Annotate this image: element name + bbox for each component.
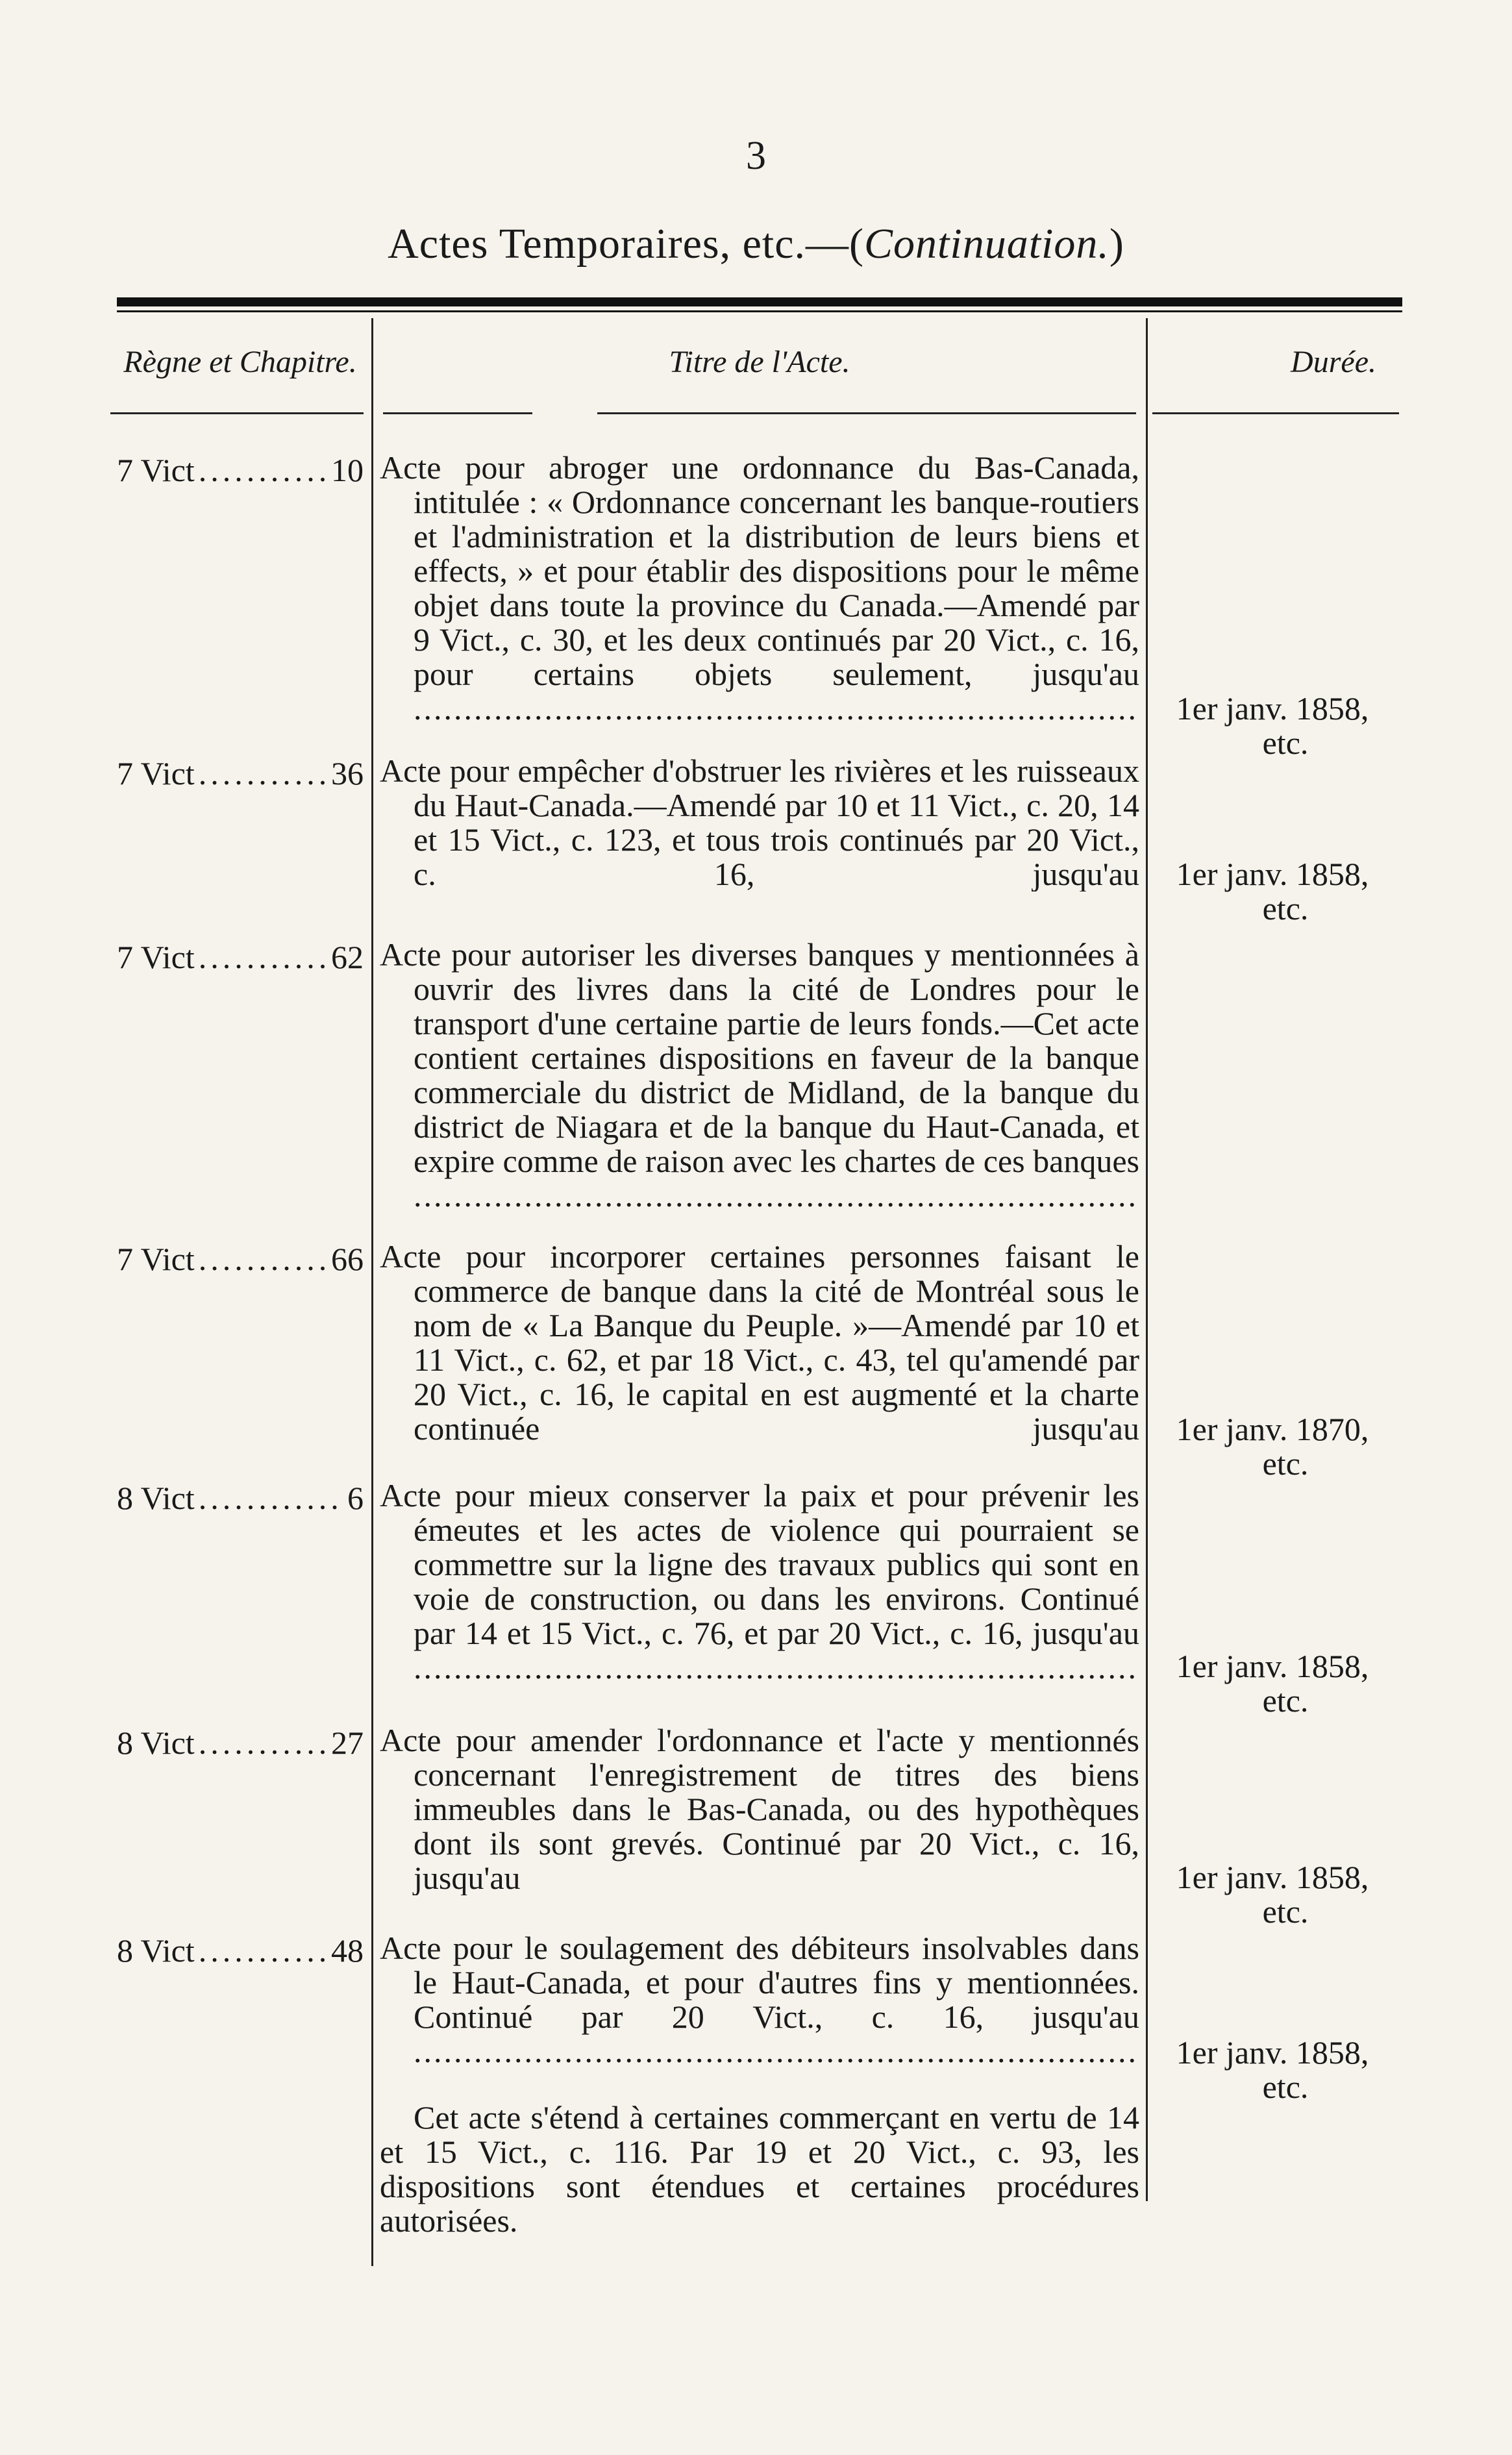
leader-dots bbox=[199, 1240, 327, 1278]
entry-duree-etc: etc. bbox=[1262, 1682, 1309, 1719]
entry-duree-etc: etc. bbox=[1262, 1893, 1309, 1930]
entry-regne bbox=[117, 1724, 364, 1762]
entry-chapitre: 10 bbox=[331, 452, 364, 488]
leader-dots bbox=[199, 754, 327, 792]
leader-dots bbox=[199, 1724, 327, 1762]
entry-duree-etc: etc. bbox=[1262, 2069, 1309, 2105]
entry-titre bbox=[380, 754, 1139, 891]
entry-duree-date: 1er janv. 1858, bbox=[1176, 1859, 1369, 1895]
entry-titre bbox=[380, 938, 1139, 1213]
page-title-end: ) bbox=[1109, 220, 1124, 268]
entry-regne bbox=[117, 1479, 364, 1517]
page-title-main: Actes Temporaires, etc.—( bbox=[388, 220, 865, 268]
entry-regne-label: 8 Vict bbox=[117, 1932, 195, 1969]
entry-regne-label: 7 Vict bbox=[117, 939, 195, 975]
entry-titre bbox=[380, 1931, 1139, 2069]
column-separator-right bbox=[1146, 318, 1148, 2201]
entry-regne-label: 8 Vict bbox=[117, 1480, 195, 1516]
entry-duree-etc: etc. bbox=[1262, 890, 1309, 927]
entry-regne bbox=[117, 451, 364, 489]
entry-duree-date: 1er janv. 1858, bbox=[1176, 690, 1369, 727]
top-rule-thick bbox=[117, 297, 1402, 306]
header-rule-titre-2 bbox=[597, 412, 1136, 414]
entry-titre-text: Acte pour mieux conserver la paix et pour prévenir les émeutes et les actes de violence qui pourraient se commettre sur la ligne des travaux publics qui sont en voie de construction, ou dans les environs. Continué par 14 et 15 Vict., c. 76, et par 20 Vict., c. 16, jusqu'au ..... bbox=[380, 1478, 1139, 1685]
entry-chapitre: 27 bbox=[331, 1725, 364, 1761]
entry-titre bbox=[380, 1723, 1139, 1895]
entry-duree bbox=[1149, 692, 1396, 760]
leader-dots bbox=[199, 1479, 343, 1517]
leader-dots bbox=[199, 1932, 327, 1969]
entry-duree bbox=[1149, 1649, 1396, 1718]
entry-regne bbox=[117, 1240, 364, 1278]
entry-chapitre: 66 bbox=[331, 1241, 364, 1277]
entry-note: Cet acte s'étend à certaines commerçant en vertu de 14 et 15 Vict., c. 116. Par 19 et 20 Vict., c. 93, les dispositions sont étendues et certaines procédures autorisées. bbox=[380, 2099, 1139, 2239]
entry-titre bbox=[380, 1478, 1139, 1685]
header-rule-titre-1 bbox=[383, 412, 532, 414]
entry-titre bbox=[380, 451, 1139, 726]
header-titre: Titre de l'Acte. bbox=[669, 345, 850, 379]
entry-titre-text: Acte pour empêcher d'obstruer les rivières et les ruisseaux du Haut-Canada.—Amendé par 10 et 11 Vict., c. 20, 14 et 15 Vict., c. 123, et tous trois continués par 20 Vict., c. 16, jusqu'au ..... bbox=[380, 754, 1139, 891]
entry-chapitre: 36 bbox=[331, 755, 364, 791]
entry-titre-text: Acte pour autoriser les diverses banques y mentionnées à ouvrir des livres dans la cité de Londres pour le transport d'une certaine partie de leurs fonds.—Cet acte contient certaines dispositions en faveur de la banque commerciale du district de Midland, de la banque du district de Niagara et de la banque du Haut-Canada, et expire comme de raison avec les chartes de ces banques ..... bbox=[380, 938, 1139, 1213]
entry-chapitre: 6 bbox=[347, 1480, 364, 1516]
entry-duree-date: 1er janv. 1858, bbox=[1176, 1648, 1369, 1684]
entry-titre-text: Acte pour amender l'ordonnance et l'acte y mentionnés concernant l'enregistrement de titres des biens immeubles dans le Bas-Canada, ou des hypothèques dont ils sont grevés. Continué par 20 Vict., c. 16, jusqu'au ..... bbox=[380, 1723, 1139, 1895]
column-separator-left bbox=[371, 318, 373, 2266]
leader-dots bbox=[199, 451, 327, 489]
header-duree: Durée. bbox=[1291, 345, 1376, 379]
entry-titre bbox=[380, 1240, 1139, 1446]
page-title-continuation: Continuation. bbox=[864, 220, 1109, 268]
page-title bbox=[0, 219, 1512, 269]
entry-regne bbox=[117, 1932, 364, 1969]
entry-regne-label: 8 Vict bbox=[117, 1725, 195, 1761]
entry-chapitre: 62 bbox=[331, 939, 364, 975]
entry-titre-text: Acte pour le soulagement des débiteurs insolvables dans le Haut-Canada, et pour d'autres fins y mentionnées. Continué par 20 Vict., c. 16, jusqu'au ..... bbox=[380, 1931, 1139, 2069]
entry-duree-date: 1er janv. 1858, bbox=[1176, 2034, 1369, 2071]
header-rule-duree bbox=[1152, 412, 1399, 414]
entry-chapitre: 48 bbox=[331, 1932, 364, 1969]
entry-regne bbox=[117, 754, 364, 792]
entry-regne-label: 7 Vict bbox=[117, 755, 195, 791]
entry-duree-date: 1er janv. 1870, bbox=[1176, 1411, 1369, 1447]
entry-duree-date: 1er janv. 1858, bbox=[1176, 856, 1369, 892]
entry-titre-text: Acte pour incorporer certaines personnes faisant le commerce de banque dans la cité de Montréal sous le nom de « La Banque du Peuple. »—Amendé par 10 et 11 Vict., c. 62, et par 18 Vict., c. 43, tel qu'amendé par 20 Vict., c. 16, le capital en est augmenté et la charte continuée jusqu'au ..... bbox=[380, 1240, 1139, 1446]
entry-duree bbox=[1149, 1412, 1396, 1481]
entry-duree bbox=[1149, 857, 1396, 926]
header-regne: Règne et Chapitre. bbox=[123, 345, 357, 379]
entry-regne-label: 7 Vict bbox=[117, 452, 195, 488]
entry-regne-label: 7 Vict bbox=[117, 1241, 195, 1277]
top-rule-thin bbox=[117, 310, 1402, 312]
entry-regne bbox=[117, 938, 364, 976]
entry-titre-text: Acte pour abroger une ordonnance du Bas-Canada, intitulée : « Ordonnance concernant les banque-routiers et l'administration et la distribution de leurs biens et effects, » et pour établir des dispositions pour le même objet dans toute la province du Canada.—Amendé par 9 Vict., c. 30, et les deux continués par 20 Vict., c. 16, pour certains objets seulement, jusqu'au ..... bbox=[380, 451, 1139, 726]
entry-duree-etc: etc. bbox=[1262, 725, 1309, 761]
entry-duree-etc: etc. bbox=[1262, 1445, 1309, 1482]
leader-dots bbox=[199, 938, 327, 976]
entry-duree bbox=[1149, 2036, 1396, 2104]
page-number: 3 bbox=[746, 134, 766, 178]
header-rule-regne bbox=[110, 412, 364, 414]
entry-duree bbox=[1149, 1860, 1396, 1929]
